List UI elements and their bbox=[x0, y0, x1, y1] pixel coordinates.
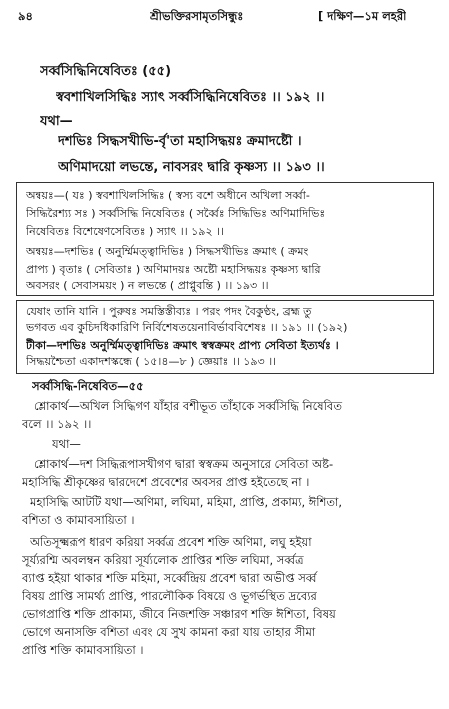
para1-line-1: মহাসিদ্ধি আটটি যথা—অণিমা, লঘিমা, মহিমা, প্রাপ্তি, প্রকাম্য, ঈশিতা, bbox=[30, 495, 342, 509]
para1-line-2: বশিতা ও কামাবসায়িতা । bbox=[22, 513, 135, 527]
verse-line-1: স্ববশাখিলসিদ্ধিঃ স্যাৎ সর্ব্বসিদ্ধিনিষেবিতঃ ।। ১৯২ ।। bbox=[56, 90, 325, 105]
para2-line-2: সূর্য্যরশ্মি অবলম্বন করিয়া সূর্য্যলোক প্রাপ্তির শক্তি লঘিমা, সর্ব্বত্র bbox=[22, 553, 304, 567]
para2-line-1: অতিসূক্ষ্মরূপ ধারণ করিয়া সর্ব্বত্র প্রবেশ শক্তি অণিমা, লঘু হইয়া bbox=[30, 535, 312, 549]
verse-yatha: যথা— bbox=[40, 114, 73, 129]
tika-line-2: সিদ্ধয়শ্চৈতা একাদশস্কন্ধে ( ১৫।৪—৮ ) জ্ঞেয়াঃ ।। ১৯৩ ।। bbox=[26, 355, 277, 368]
anvaya2-line-2: প্রাপ্য ) বৃতাঃ ( সেবিতাঃ ) অণিমাদয়ঃ অষ্টৌ মহাসিদ্ধয়ঃ কৃষ্ণস্য দ্বারি bbox=[26, 263, 321, 276]
anvaya1-line-1: অন্বয়ঃ—( যঃ ) স্ববশাখিলসিদ্ধিঃ ( স্বস্য বশে অধীনে অখিলা সর্ব্বা- bbox=[26, 189, 310, 202]
note-line-2: ভগবত এব কুচিদধিকারিণি নির্বিশেষতয়েনাবির্ভাববিশেষঃ ।। ১৯১ ।। (১৯২) bbox=[26, 321, 348, 334]
verse-heading: সর্ব্বসিদ্ধিনিষেবিতঃ (৫৫) bbox=[40, 64, 172, 79]
para2-line-6: ভোগে অনাসক্তি বশিতা এবং যে সুখ কামনা করা যায় তাহার সীমা bbox=[22, 625, 316, 639]
shlokartha1-line-2: বলে ।। ১৯২ ।। bbox=[22, 417, 92, 431]
verse-line-3: অণিমাদয়ো লভন্তে, নাবসরং দ্বারি কৃষ্ণস্য ।। ১৯৩ ।। bbox=[58, 160, 325, 175]
section-label: [ দক্ষিণ—১ম লহরী bbox=[318, 9, 407, 23]
note-line-1: যেষাং তানি যানি । পুরুষঃ সমস্তিস্তীব্যঃ । পরং পদং বৈকুণ্ঠং, ব্রহ্ম তু bbox=[26, 305, 312, 318]
bengali-heading: সর্ব্বসিদ্ধি-নিষেবিত—৫৫ bbox=[32, 379, 144, 393]
para2-line-7: প্রাপ্তি শক্তি কামাবসায়িতা । bbox=[22, 643, 144, 657]
page-number: ৯৪ bbox=[18, 9, 33, 23]
anvaya1-line-2: সিদ্ধিরৈশ্য্য সঃ ) সর্ব্বসিদ্ধি নিষেবিতঃ ( সর্ব্বৈঃ সিদ্ধিভিঃ অণিমাদিভিঃ bbox=[26, 207, 326, 220]
anvaya2-line-1: অন্বয়ঃ—দশভিঃ ( অনুর্ম্মিমত্ত্বাদিভিঃ ) সিদ্ধসখীভিঃ ক্রমাৎ ( ক্রমং bbox=[26, 245, 309, 258]
shlokartha2-line-2: মহাসিদ্ধি শ্রীকৃষ্ণের দ্বারদেশে প্রবেশের অবসর প্রাপ্ত হইতেছে না । bbox=[22, 475, 310, 489]
verse-line-2: দশভিঃ সিদ্ধসখীভি-র্বৃ'তা মহাসিদ্ধয়ঃ ক্রমাদষ্টৌ । bbox=[58, 134, 302, 149]
tika-line-1: টীকা—দশভিঃ অনুর্ম্মিমত্ত্বাদিভিঃ ক্রমাৎ স্বস্বক্রমং প্রাপ্য সেবিতা ইত্যর্থঃ । bbox=[26, 339, 339, 352]
anvaya2-line-3: অবসরং ( সেবাসময়ং ) ন লভন্তে ( প্রাপ্নুবন্তি ) ।। ১৯৩ ।। bbox=[26, 279, 269, 292]
para2-line-3: ব্যাপ্ত হইয়া থাকার শক্তি মহিমা, সর্ব্বেন্দ্রিয় প্রবেশ দ্বারা অভীপ্ত সর্ব্ব bbox=[22, 571, 317, 585]
bengali-yatha: যথা— bbox=[52, 437, 81, 451]
running-title: শ্রীভক্তিরসামৃতসিন্ধুঃ bbox=[150, 9, 244, 23]
shlokartha1-line-1: শ্লোকার্থ—অখিল সিদ্ধিগণ যাঁহার বশীভূত তাঁহাকে সর্ব্বসিদ্ধি নিষেবিত bbox=[34, 399, 342, 413]
shlokartha2-line-1: শ্লোকার্থ—দশ সিদ্ধিরূপাসখীগণ দ্বারা স্বস্বক্রম অনুসারে সেবিতা অষ্ট- bbox=[34, 457, 334, 471]
para2-line-4: বিষয় প্রাপ্তি সামর্থ্য প্রাপ্তি, পারলৌকিক বিষয়ে ও ভূগর্ভস্থিত দ্রব্যের bbox=[22, 589, 317, 603]
para2-line-5: ভোগপ্রাপ্তি শক্তি প্রাকাম্য, জীবে নিজশক্তি সঞ্চারণ শক্তি ঈশিতা, বিষয় bbox=[22, 607, 336, 621]
anvaya1-line-3: নিষেবিতঃ বিশেষেণসেবিতঃ ) স্যাৎ ।। ১৯২ ।। bbox=[26, 225, 224, 238]
